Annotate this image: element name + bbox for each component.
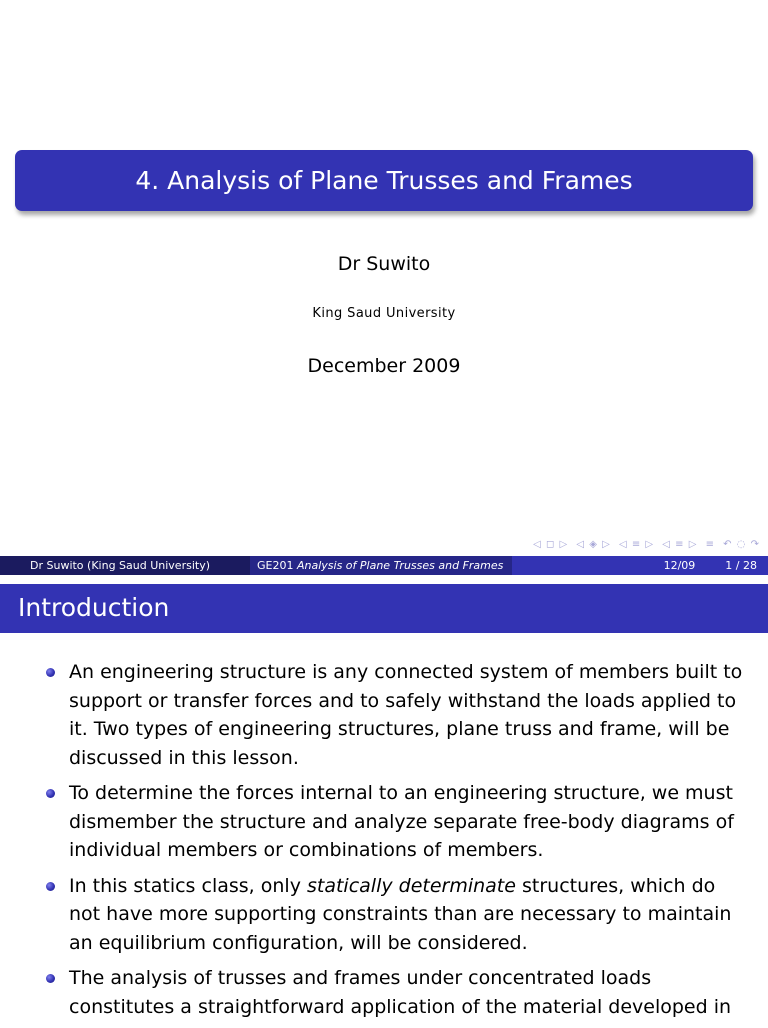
bullet-text-pre: In this statics class, only (69, 874, 307, 897)
bullet-text: To determine the forces internal to an engineering structure, we must dismember the structure and analyze separate free-body diagrams of individual members or combinations of members. (69, 782, 734, 861)
institute-name: King Saud University (312, 306, 456, 321)
footer-course-title: Analysis of Plane Trusses and Frames (296, 559, 504, 572)
nav-section-icon[interactable]: ◁ ≡ ▷ (662, 539, 698, 550)
footer-page-number: 1 / 28 (725, 559, 757, 572)
slide-title-box (15, 150, 753, 211)
footer-course (250, 556, 512, 575)
footer-author: Dr Suwito (King Saud University) (0, 556, 250, 575)
list-item (0, 779, 768, 865)
bullet-icon (46, 974, 55, 983)
bullet-list (0, 658, 768, 1028)
nav-search-icon[interactable]: ↶ ◌ ↷ (723, 539, 760, 550)
frame-title: Introduction (0, 584, 768, 633)
bullet-icon (46, 668, 55, 677)
navigation-symbols[interactable] (529, 539, 760, 550)
nav-subsection-icon[interactable]: ◁ ≡ ▷ (618, 539, 655, 550)
list-item (0, 964, 768, 1021)
bullet-text-post: structures, which do not have more supporting constraints than are necessary to maintain an equilibrium configuration, will be considered. (69, 874, 732, 954)
nav-frame-icon[interactable]: ◁ ◈ ▷ (576, 539, 611, 550)
presentation-date: December 2009 (307, 355, 461, 377)
nav-slide-icon[interactable]: ◁ ◻ ▷ (533, 539, 569, 550)
footer-bar (0, 556, 768, 575)
nav-document-icon[interactable]: ≡ (705, 539, 715, 550)
bullet-icon (46, 882, 55, 891)
footer-date: 12/09 (663, 559, 696, 572)
author-name: Dr Suwito (337, 253, 431, 275)
bullet-text: An engineering structure is any connected system of members built to support or transfer forces and to safely withstand the loads applied to it. Two types of engineering structures, plane truss and frame, will be discussed in this lesson. (69, 661, 743, 769)
footer-right (512, 556, 768, 575)
list-item (0, 872, 768, 958)
footer-course-code: GE201 (257, 559, 294, 572)
bullet-text: The analysis of trusses and frames under concentrated loads constitutes a straightforward application of the material developed in (69, 967, 732, 1018)
bullet-text-emphasis: statically determinate (306, 874, 516, 897)
list-item (0, 658, 768, 772)
slide-title: 4. Analysis of Plane Trusses and Frames (135, 166, 633, 195)
bullet-icon (46, 789, 55, 798)
